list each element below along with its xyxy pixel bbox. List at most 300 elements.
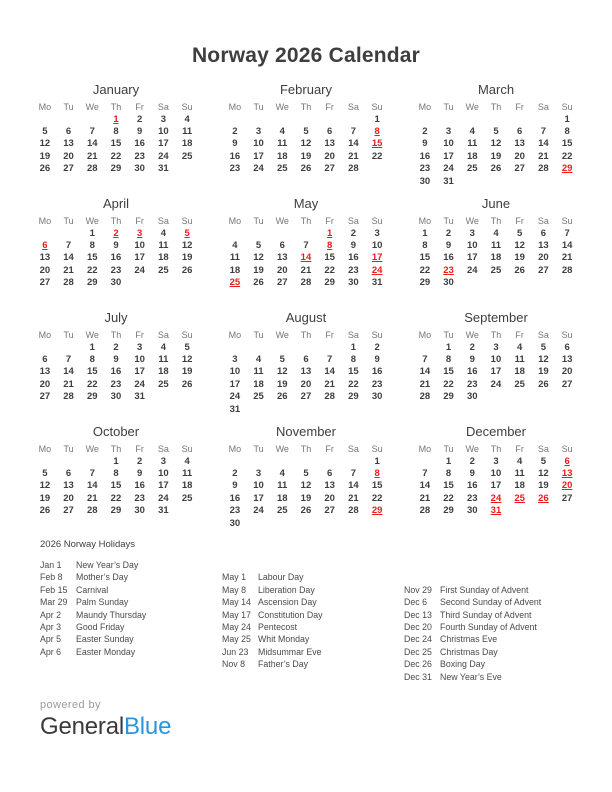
day-cell: 23 <box>134 492 145 504</box>
day-cell: 3 <box>137 341 143 353</box>
day-cell <box>342 517 366 529</box>
weekday-header: We <box>85 329 99 340</box>
day-cell <box>437 113 461 125</box>
day-cell: 16 <box>443 252 454 264</box>
weekday-header: Tu <box>63 215 74 226</box>
weekday-header: Sa <box>347 215 359 226</box>
day-cell <box>33 455 57 467</box>
day-cell: 17 <box>229 378 241 390</box>
day-cell: 15 <box>371 480 383 492</box>
day-cell: 10 <box>134 354 145 366</box>
weekday-header: Sa <box>537 101 549 112</box>
day-cell: 16 <box>466 366 478 378</box>
holiday-name: Fourth Sunday of Advent <box>440 621 537 632</box>
day-cell: 3 <box>160 113 167 125</box>
day-cell: 26 <box>538 378 549 390</box>
holiday-date: Apr 2 <box>40 609 62 620</box>
holiday-date: Feb 8 <box>40 572 63 583</box>
day-cell: 13 <box>39 366 51 378</box>
day-cell: 16 <box>110 252 122 264</box>
day-cell: 8 <box>113 126 119 138</box>
day-cell: 27 <box>300 391 312 403</box>
weekday-header: Mo <box>228 101 242 112</box>
month-may <box>223 196 389 303</box>
day-cell: 30 <box>229 517 241 529</box>
day-cell: 23 <box>466 378 478 390</box>
weekday-header: Mo <box>228 329 242 340</box>
day-cell: 9 <box>137 468 143 480</box>
day-cell: 19 <box>39 150 51 162</box>
holiday-column <box>40 560 222 684</box>
day-cell: 23 <box>134 150 145 162</box>
day-cell: 17 <box>253 492 264 504</box>
day-cell: 23 <box>466 492 478 504</box>
holiday-date: May 25 <box>222 634 251 645</box>
brand-primary: General <box>40 713 124 740</box>
day-cell: 23 <box>229 505 241 517</box>
holiday-row <box>222 597 404 609</box>
day-cell: 1 <box>113 113 119 125</box>
holiday-name: New Year’s Eve <box>440 671 502 682</box>
day-cell: 16 <box>229 150 241 162</box>
day-cell: 6 <box>564 341 570 353</box>
holiday-date: Dec 20 <box>404 621 432 632</box>
day-cell <box>484 277 508 289</box>
day-cell: 9 <box>469 354 475 366</box>
day-cell: 7 <box>422 354 428 366</box>
month-title: March <box>477 82 515 97</box>
holiday-row <box>40 610 222 622</box>
day-cell: 2 <box>469 455 475 467</box>
day-cell: 4 <box>184 455 190 467</box>
weekday-header: Th <box>110 443 122 454</box>
day-cell: 30 <box>110 391 122 403</box>
day-cell: 22 <box>371 150 383 162</box>
weekday-header: Sa <box>157 101 169 112</box>
weekday-header: Su <box>181 215 193 226</box>
day-cell: 15 <box>443 480 454 492</box>
day-cell: 17 <box>490 480 502 492</box>
weekday-header: Th <box>300 443 312 454</box>
day-cell: 20 <box>39 264 51 276</box>
day-cell: 26 <box>253 277 264 289</box>
day-cell: 17 <box>134 252 145 264</box>
day-cell <box>175 163 199 175</box>
day-cell: 2 <box>137 455 143 467</box>
day-cell: 1 <box>445 455 452 467</box>
day-cell: 10 <box>253 480 264 492</box>
day-cell: 4 <box>184 113 190 125</box>
weekday-header: Sa <box>157 443 169 454</box>
day-cell <box>508 391 532 403</box>
day-cell <box>294 455 318 467</box>
day-cell: 5 <box>517 227 523 239</box>
holiday-name: Carnival <box>76 584 109 595</box>
day-cell: 31 <box>158 505 169 517</box>
day-cell <box>484 175 508 187</box>
day-cell: 18 <box>181 480 193 492</box>
day-cell: 29 <box>348 391 359 403</box>
day-cell <box>508 175 532 187</box>
month-table <box>33 442 199 517</box>
holiday-name: Liberation Day <box>258 584 315 595</box>
weekday-header: We <box>465 329 479 340</box>
day-cell: 3 <box>255 126 262 138</box>
weekday-header: Th <box>490 329 502 340</box>
day-cell: 7 <box>89 468 95 480</box>
day-cell <box>128 277 152 289</box>
weekday-header: Tu <box>253 443 264 454</box>
weekday-header: Sa <box>347 443 359 454</box>
day-cell: 29 <box>110 505 122 517</box>
day-cell: 15 <box>443 366 454 378</box>
day-cell: 21 <box>63 264 74 276</box>
day-cell: 11 <box>253 366 264 378</box>
weekday-header: Tu <box>253 101 264 112</box>
holiday-name: First Sunday of Advent <box>440 584 529 595</box>
day-cell: 30 <box>443 277 454 289</box>
holiday-row <box>404 672 576 684</box>
day-cell: 1 <box>374 113 380 125</box>
holiday-date: Nov 8 <box>222 659 245 670</box>
day-cell: 23 <box>419 163 431 175</box>
day-cell: 25 <box>181 492 193 504</box>
day-cell: 9 <box>469 468 475 480</box>
holiday-row <box>404 585 576 597</box>
day-cell: 28 <box>63 277 74 289</box>
day-cell: 31 <box>490 505 502 517</box>
day-cell: 9 <box>232 480 238 492</box>
day-cell: 17 <box>158 480 169 492</box>
day-cell: 11 <box>158 240 169 252</box>
weekday-header: Fr <box>135 215 144 226</box>
day-cell <box>460 175 484 187</box>
day-cell: 22 <box>324 264 335 276</box>
weekday-header: Fr <box>135 443 144 454</box>
day-cell: 31 <box>229 403 241 415</box>
month-title: October <box>92 424 140 439</box>
day-cell: 5 <box>184 341 190 353</box>
weekday-header: Sa <box>537 215 549 226</box>
day-cell: 29 <box>86 391 98 403</box>
day-cell: 26 <box>181 264 193 276</box>
day-cell: 27 <box>39 277 51 289</box>
day-cell: 27 <box>514 163 525 175</box>
day-cell: 25 <box>276 505 288 517</box>
holiday-row <box>222 659 404 671</box>
day-cell <box>57 113 81 125</box>
day-cell: 11 <box>514 468 525 480</box>
day-cell <box>460 277 484 289</box>
day-cell <box>365 163 389 175</box>
day-cell: 2 <box>445 227 452 239</box>
day-cell: 27 <box>39 391 51 403</box>
month-table <box>223 442 389 529</box>
day-cell: 7 <box>422 468 428 480</box>
weekday-header: Mo <box>38 443 52 454</box>
day-cell: 1 <box>327 227 333 239</box>
day-cell: 17 <box>371 252 383 264</box>
day-cell: 19 <box>181 252 193 264</box>
day-cell: 11 <box>182 468 193 480</box>
weekday-header: Th <box>300 329 312 340</box>
day-cell: 6 <box>42 240 48 252</box>
holiday-row <box>40 560 222 572</box>
day-cell: 13 <box>561 354 573 366</box>
holiday-row <box>404 647 576 659</box>
month-november <box>223 424 389 531</box>
day-cell: 13 <box>538 240 549 252</box>
weekday-header: Tu <box>63 443 74 454</box>
day-cell: 20 <box>300 378 312 390</box>
day-cell <box>532 505 556 517</box>
day-cell <box>223 341 247 353</box>
day-cell: 25 <box>490 264 502 276</box>
holiday-name: Boxing Day <box>440 659 485 670</box>
month-february <box>223 82 389 189</box>
day-cell: 16 <box>348 252 359 264</box>
day-cell <box>318 403 342 415</box>
day-cell: 29 <box>110 163 122 175</box>
footer-logo <box>40 699 171 741</box>
weekday-header: Mo <box>418 329 432 340</box>
month-title: September <box>464 310 528 325</box>
weekday-header: Tu <box>443 443 454 454</box>
day-cell: 20 <box>324 492 335 504</box>
day-cell: 22 <box>110 492 122 504</box>
day-cell: 9 <box>445 240 452 252</box>
month-title: July <box>104 310 128 325</box>
day-cell: 6 <box>540 227 547 239</box>
day-cell: 20 <box>276 264 288 276</box>
day-cell: 9 <box>113 354 119 366</box>
day-cell: 9 <box>232 138 238 150</box>
day-cell: 15 <box>86 252 98 264</box>
holiday-date: May 8 <box>222 584 246 595</box>
day-cell: 4 <box>517 341 523 353</box>
day-cell: 18 <box>253 378 264 390</box>
month-table <box>413 214 579 289</box>
day-cell: 8 <box>564 126 570 138</box>
day-cell: 8 <box>350 354 357 366</box>
weekday-header: Fr <box>325 329 334 340</box>
day-cell: 1 <box>89 341 95 353</box>
day-cell: 14 <box>86 138 98 150</box>
day-cell: 25 <box>514 378 525 390</box>
holiday-row <box>222 634 404 646</box>
day-cell: 27 <box>324 163 335 175</box>
month-table <box>33 100 199 175</box>
day-cell: 22 <box>86 378 98 390</box>
holiday-name: Christmas Day <box>440 646 498 657</box>
day-cell: 10 <box>158 126 169 138</box>
day-cell: 9 <box>137 126 143 138</box>
day-cell: 16 <box>229 492 241 504</box>
weekday-header: We <box>85 215 99 226</box>
day-cell: 12 <box>538 354 549 366</box>
day-cell: 15 <box>110 480 122 492</box>
day-cell <box>175 391 199 403</box>
day-cell: 5 <box>540 341 547 353</box>
weekday-header: Su <box>371 215 383 226</box>
day-cell: 9 <box>374 354 380 366</box>
day-cell: 12 <box>538 468 549 480</box>
day-cell: 7 <box>350 126 357 138</box>
month-title: January <box>92 82 140 97</box>
day-cell: 16 <box>134 480 145 492</box>
day-cell: 17 <box>253 150 264 162</box>
weekday-header: Fr <box>325 101 334 112</box>
day-cell: 22 <box>443 378 454 390</box>
day-cell: 30 <box>466 391 478 403</box>
holiday-name: Easter Sunday <box>76 634 134 645</box>
day-cell: 9 <box>422 138 428 150</box>
month-august <box>223 310 389 417</box>
day-cell: 13 <box>561 468 573 480</box>
day-cell <box>247 403 271 415</box>
day-cell: 2 <box>113 341 119 353</box>
day-cell: 23 <box>348 264 359 276</box>
day-cell <box>555 505 579 517</box>
day-cell: 19 <box>276 378 288 390</box>
day-cell: 17 <box>490 366 502 378</box>
day-cell: 8 <box>89 354 95 366</box>
holiday-name: Mother’s Day <box>76 572 128 583</box>
day-cell: 10 <box>371 240 383 252</box>
day-cell: 27 <box>276 277 288 289</box>
day-cell: 2 <box>113 227 119 239</box>
day-cell: 6 <box>327 126 333 138</box>
day-cell: 17 <box>134 366 145 378</box>
holiday-date: May 17 <box>222 609 251 620</box>
holiday-date: Dec 13 <box>404 609 432 620</box>
day-cell <box>247 517 271 529</box>
day-cell: 19 <box>538 366 549 378</box>
day-cell: 17 <box>443 150 454 162</box>
day-cell: 11 <box>158 354 169 366</box>
day-cell: 13 <box>300 366 312 378</box>
weekday-header: Tu <box>63 329 74 340</box>
day-cell: 18 <box>158 252 169 264</box>
day-cell: 16 <box>134 138 145 150</box>
day-cell <box>294 517 318 529</box>
day-cell: 18 <box>514 480 525 492</box>
day-cell: 26 <box>39 163 51 175</box>
holiday-date: Dec 25 <box>404 646 432 657</box>
day-cell: 27 <box>561 378 573 390</box>
day-cell <box>175 277 199 289</box>
weekday-header: Th <box>110 215 122 226</box>
weekday-header: Sa <box>537 329 549 340</box>
day-cell: 8 <box>89 240 95 252</box>
day-cell: 16 <box>466 480 478 492</box>
holiday-date: Dec 24 <box>404 634 432 645</box>
day-cell: 22 <box>443 492 454 504</box>
day-cell: 28 <box>348 163 359 175</box>
holiday-name: Constitution Day <box>258 609 323 620</box>
day-cell: 17 <box>158 138 169 150</box>
day-cell: 31 <box>158 163 169 175</box>
weekday-header: Mo <box>38 215 52 226</box>
day-cell: 13 <box>39 252 51 264</box>
day-cell: 23 <box>443 264 454 276</box>
day-cell: 5 <box>42 468 48 480</box>
holiday-row <box>40 585 222 597</box>
day-cell <box>294 113 318 125</box>
day-cell: 12 <box>39 138 51 150</box>
day-cell <box>175 505 199 517</box>
day-cell: 5 <box>42 126 48 138</box>
weekday-header: Su <box>181 101 193 112</box>
day-cell: 20 <box>561 480 573 492</box>
day-cell: 5 <box>540 455 547 467</box>
day-cell: 13 <box>514 138 525 150</box>
day-cell <box>270 517 294 529</box>
day-cell: 4 <box>517 455 523 467</box>
day-cell <box>413 113 437 125</box>
holiday-date: Jun 23 <box>222 646 249 657</box>
day-cell: 18 <box>276 150 288 162</box>
holiday-name: Labour Day <box>258 572 304 583</box>
day-cell: 1 <box>113 455 119 467</box>
holiday-row <box>40 634 222 646</box>
day-cell: 14 <box>348 480 359 492</box>
day-cell <box>555 391 579 403</box>
holiday-row <box>222 572 404 584</box>
weekday-header: Th <box>110 329 122 340</box>
day-cell: 22 <box>348 378 359 390</box>
day-cell <box>484 113 508 125</box>
month-december <box>413 424 579 531</box>
weekday-header: Fr <box>325 215 334 226</box>
day-cell: 21 <box>348 492 359 504</box>
day-cell: 15 <box>419 252 431 264</box>
weekday-header: Mo <box>228 443 242 454</box>
day-cell: 1 <box>89 227 95 239</box>
month-table <box>223 214 389 289</box>
day-cell: 4 <box>279 468 285 480</box>
day-cell: 24 <box>490 492 502 504</box>
day-cell: 21 <box>300 264 312 276</box>
day-cell: 26 <box>181 378 193 390</box>
day-cell: 5 <box>303 126 309 138</box>
holiday-date: May 14 <box>222 597 251 608</box>
day-cell: 8 <box>327 240 333 252</box>
holiday-name: Third Sunday of Advent <box>440 609 532 620</box>
day-cell <box>223 113 247 125</box>
day-cell: 8 <box>422 240 428 252</box>
weekday-header: Fr <box>135 329 144 340</box>
day-cell: 4 <box>255 354 262 366</box>
month-january <box>33 82 199 189</box>
day-cell: 15 <box>348 366 359 378</box>
day-cell: 25 <box>158 378 169 390</box>
day-cell: 4 <box>493 227 499 239</box>
day-cell: 30 <box>134 163 145 175</box>
weekday-header: We <box>465 215 479 226</box>
holiday-row <box>404 622 576 634</box>
day-cell: 10 <box>490 468 502 480</box>
holiday-row <box>404 659 576 671</box>
day-cell <box>508 505 532 517</box>
day-cell: 4 <box>469 126 475 138</box>
day-cell: 24 <box>253 163 264 175</box>
day-cell: 24 <box>134 264 145 276</box>
weekday-header: Su <box>561 329 573 340</box>
day-cell: 30 <box>110 277 122 289</box>
day-cell: 8 <box>445 468 452 480</box>
day-cell <box>270 455 294 467</box>
